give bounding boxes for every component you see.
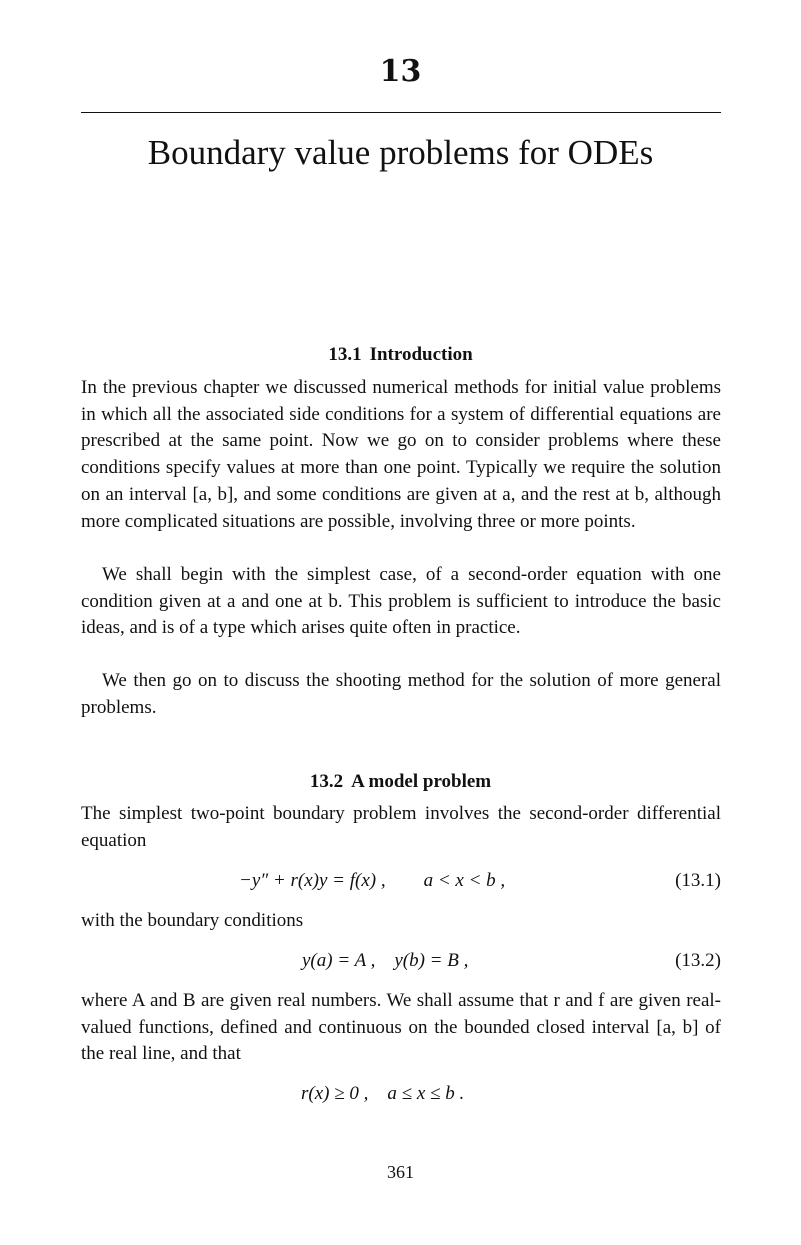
equation-expression: −y″ + r(x)y = f(x) , a < x < b ,	[239, 870, 506, 891]
chapter-number: 13	[379, 54, 422, 89]
section-heading-introduction	[0, 343, 801, 367]
section-title: Introduction	[369, 344, 473, 365]
paragraph-model-3: where A and B are given real numbers. We shall assume that r and f are given real-valued functions, defined and continuous on the bounded closed interval [a, b] of the real line, and that	[81, 990, 721, 1065]
equation-tag: (13.2)	[675, 950, 721, 971]
paragraph-model-2: with the boundary conditions	[81, 910, 304, 931]
chapter-rule	[81, 112, 721, 113]
section-heading-model-problem	[0, 770, 801, 794]
section-number: 13.1	[328, 344, 362, 365]
equation-expression: y(a) = A , y(b) = B ,	[302, 950, 469, 971]
section-title: A model problem	[351, 771, 492, 792]
paragraph-intro-1: In the previous chapter we discussed numerical methods for initial value problems in which all the associated side conditions for a system of differential equations are prescribed at the same point. Now we go on to consider problems where these conditions specify values at more than one point. Typically we require the solution on an interval [a, b], and some conditions are given at a, and the rest at b, although more complicated situations are possible, involving three or more points.	[81, 377, 721, 532]
equation-r-nonnegative	[81, 1081, 721, 1107]
section-number: 13.2	[309, 771, 344, 792]
chapter-title: Boundary value problems for ODEs	[147, 133, 654, 172]
paragraph-model-1: The simplest two-point boundary problem involves the second-order differential equation	[81, 803, 721, 851]
page-number: 361	[387, 1162, 414, 1182]
equation-expression: r(x) ≥ 0 , a ≤ x ≤ b .	[301, 1083, 465, 1104]
equation-13-2	[81, 948, 721, 974]
paragraph-intro-2: We shall begin with the simplest case, of a second-order equation with one condition given at a and one at b. This problem is sufficient to introduce the basic ideas, and is of a type which arises quite often in practice.	[81, 564, 721, 639]
equation-13-1	[81, 868, 721, 894]
equation-tag: (13.1)	[675, 870, 721, 891]
paragraph-intro-3: We then go on to discuss the shooting method for the solution of more general problems.	[81, 670, 721, 718]
